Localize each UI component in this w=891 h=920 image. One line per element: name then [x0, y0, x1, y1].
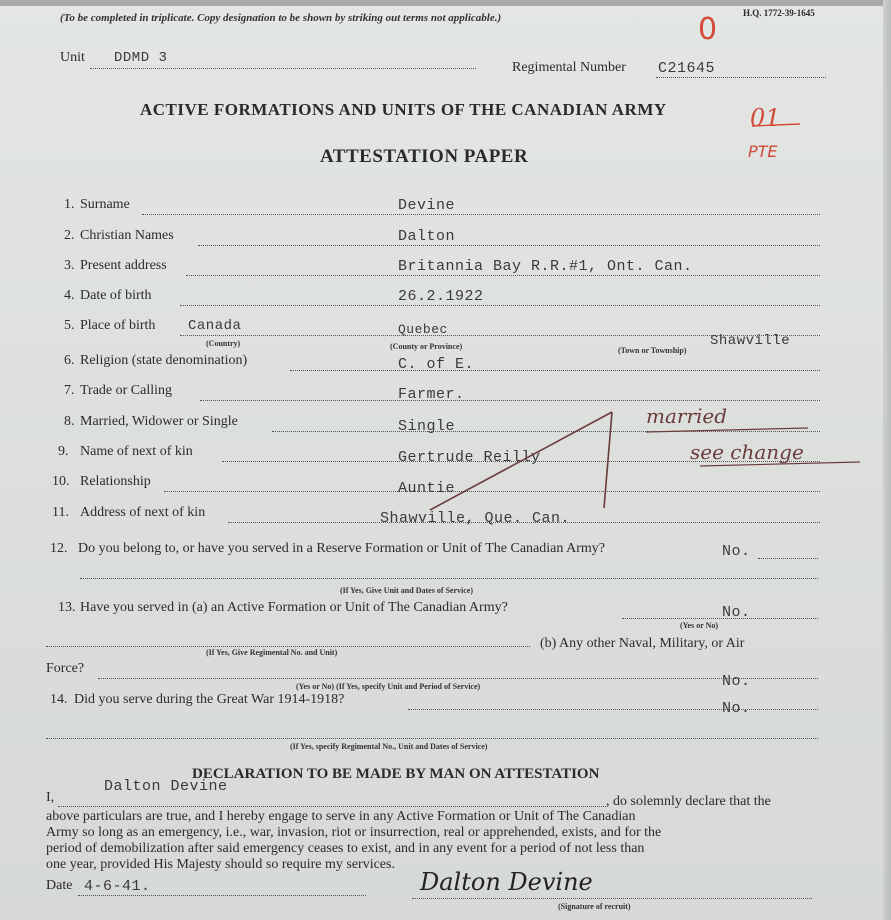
q12-text: Do you belong to, or have you served in a Reserve Formation or Unit of The Canadian Army?	[78, 541, 605, 556]
declaration-line1-end: , do solemnly declare that the	[606, 794, 771, 809]
field-9-value: Gertrude Reilly	[398, 449, 541, 466]
field-3-value: Britannia Bay R.R.#1, Ont. Can.	[398, 258, 693, 275]
field-1-value: Devine	[398, 197, 456, 214]
field-2-value: Dalton	[398, 228, 456, 245]
q12-answer: No.	[722, 543, 751, 560]
field-3-label: Present address	[80, 258, 167, 273]
red-mark: 0	[698, 12, 718, 47]
q14-answer: No.	[722, 700, 751, 717]
field-4-value: 26.2.1922	[398, 288, 484, 305]
date-value: 4-6-41.	[84, 878, 151, 895]
declaration-i: I,	[46, 790, 55, 805]
field-8-label: Married, Widower or Single	[80, 414, 238, 429]
margin-note-01: 01	[750, 104, 781, 132]
q14-line-b	[46, 738, 818, 739]
q14-text: Did you serve during the Great War 1914-1918?	[74, 692, 345, 707]
q12-caption: (If Yes, Give Unit and Dates of Service)	[340, 586, 474, 595]
field-3-num: 3.	[64, 258, 75, 273]
field-5-label: Place of birth	[80, 318, 156, 333]
q14-num: 14.	[50, 692, 68, 707]
field-10-value: Auntie	[398, 480, 456, 497]
field-8-annotation: married	[646, 404, 728, 428]
province-caption: (County or Province)	[390, 342, 463, 351]
field-5-town: Shawville	[710, 333, 791, 349]
q13-text-b: (b) Any other Naval, Military, or Air	[540, 636, 745, 651]
q13-answer-b: No.	[722, 673, 751, 690]
country-caption: (Country)	[206, 339, 241, 348]
field-9-num: 9.	[58, 444, 69, 459]
field-7-label: Trade or Calling	[80, 383, 173, 398]
regimental-number-label: Regimental Number	[512, 60, 626, 75]
declaration-name-line	[58, 806, 606, 807]
q14-caption: (If Yes, specify Regimental No., Unit and Dates of Service)	[290, 742, 488, 751]
unit-value: DDMD 3	[114, 50, 168, 66]
field-6-value: C. of E.	[398, 356, 475, 373]
field-10-label: Relationship	[80, 474, 151, 489]
field-5-country: Canada	[188, 318, 242, 334]
q13-line-a	[622, 618, 818, 619]
field-9-label: Name of next of kin	[80, 444, 193, 459]
field-9-annotation: see change	[690, 440, 804, 464]
q13-text-b2: Force?	[46, 661, 85, 676]
field-4-label: Date of birth	[80, 288, 152, 303]
q13-line-b	[46, 646, 530, 647]
main-title: ACTIVE FORMATIONS AND UNITS OF THE CANADIAN ARMY	[140, 100, 667, 119]
field-2-num: 2.	[64, 228, 75, 243]
field-1-num: 1.	[64, 197, 75, 212]
date-label: Date	[46, 878, 73, 893]
declaration-line5: one year, provided His Majesty should so require my services.	[46, 857, 395, 872]
q12-line-b	[80, 578, 818, 579]
q13-text-a: Have you served in (a) an Active Formation or Unit of The Canadian Army?	[80, 600, 508, 615]
signature-line	[412, 898, 812, 899]
instruction-text: (To be completed in triplicate. Copy designation to be shown by striking out terms not applicable.)	[60, 12, 502, 24]
field-5-num: 5.	[64, 318, 75, 333]
q13-line-c	[98, 678, 818, 679]
form-code: H.Q. 1772-39-1645	[743, 8, 815, 18]
q14-line-a	[408, 709, 818, 710]
declaration-line2: above particulars are true, and I hereby engage to serve in any Active Formation or Unit of The Canadian	[46, 809, 636, 824]
q12-num: 12.	[50, 541, 68, 556]
declaration-line4: period of demobilization after said emergency ceases to exist, and in any event for a period of not less than	[46, 841, 645, 856]
q12-line-a	[758, 558, 818, 559]
field-1-label: Surname	[80, 197, 130, 212]
field-8-num: 8.	[64, 414, 75, 429]
recruit-signature: Dalton Devine	[420, 868, 593, 896]
q13-caption-yesno: (Yes or No)	[680, 621, 719, 630]
unit-label: Unit	[60, 50, 85, 65]
declaration-name: Dalton Devine	[104, 778, 228, 795]
declaration-heading: DECLARATION TO BE MADE BY MAN ON ATTESTATION	[192, 766, 600, 782]
q13-caption-a: (If Yes, Give Regimental No. and Unit)	[206, 648, 338, 657]
margin-note-pte: PTE	[748, 142, 778, 161]
field-5-province: Quebec	[398, 322, 448, 337]
field-6-label: Religion (state denomination)	[80, 353, 248, 368]
field-2-label: Christian Names	[80, 228, 174, 243]
declaration-line3: Army so long as an emergency, i.e., war, invasion, riot or insurrection, real or apprehended, exists, and for the	[46, 825, 662, 840]
town-caption: (Town or Township)	[618, 346, 687, 355]
field-7-num: 7.	[64, 383, 75, 398]
field-6-num: 6.	[64, 353, 75, 368]
field-7-value: Farmer.	[398, 386, 465, 403]
signature-caption: (Signature of recruit)	[558, 902, 631, 911]
sub-title: ATTESTATION PAPER	[320, 146, 529, 167]
field-11-label: Address of next of kin	[80, 505, 206, 520]
regimental-number-value: C21645	[658, 60, 716, 77]
q13-num: 13.	[58, 600, 76, 615]
date-line	[78, 895, 366, 896]
field-8-value: Single	[398, 418, 456, 435]
q13-caption-b: (Yes or No) (If Yes, specify Unit and Period of Service)	[296, 682, 481, 691]
field-4-num: 4.	[64, 288, 75, 303]
field-10-num: 10.	[52, 474, 70, 489]
field-11-num: 11.	[52, 505, 69, 520]
field-11-value: Shawville, Que. Can.	[380, 510, 571, 527]
q13-answer-a: No.	[722, 604, 751, 621]
